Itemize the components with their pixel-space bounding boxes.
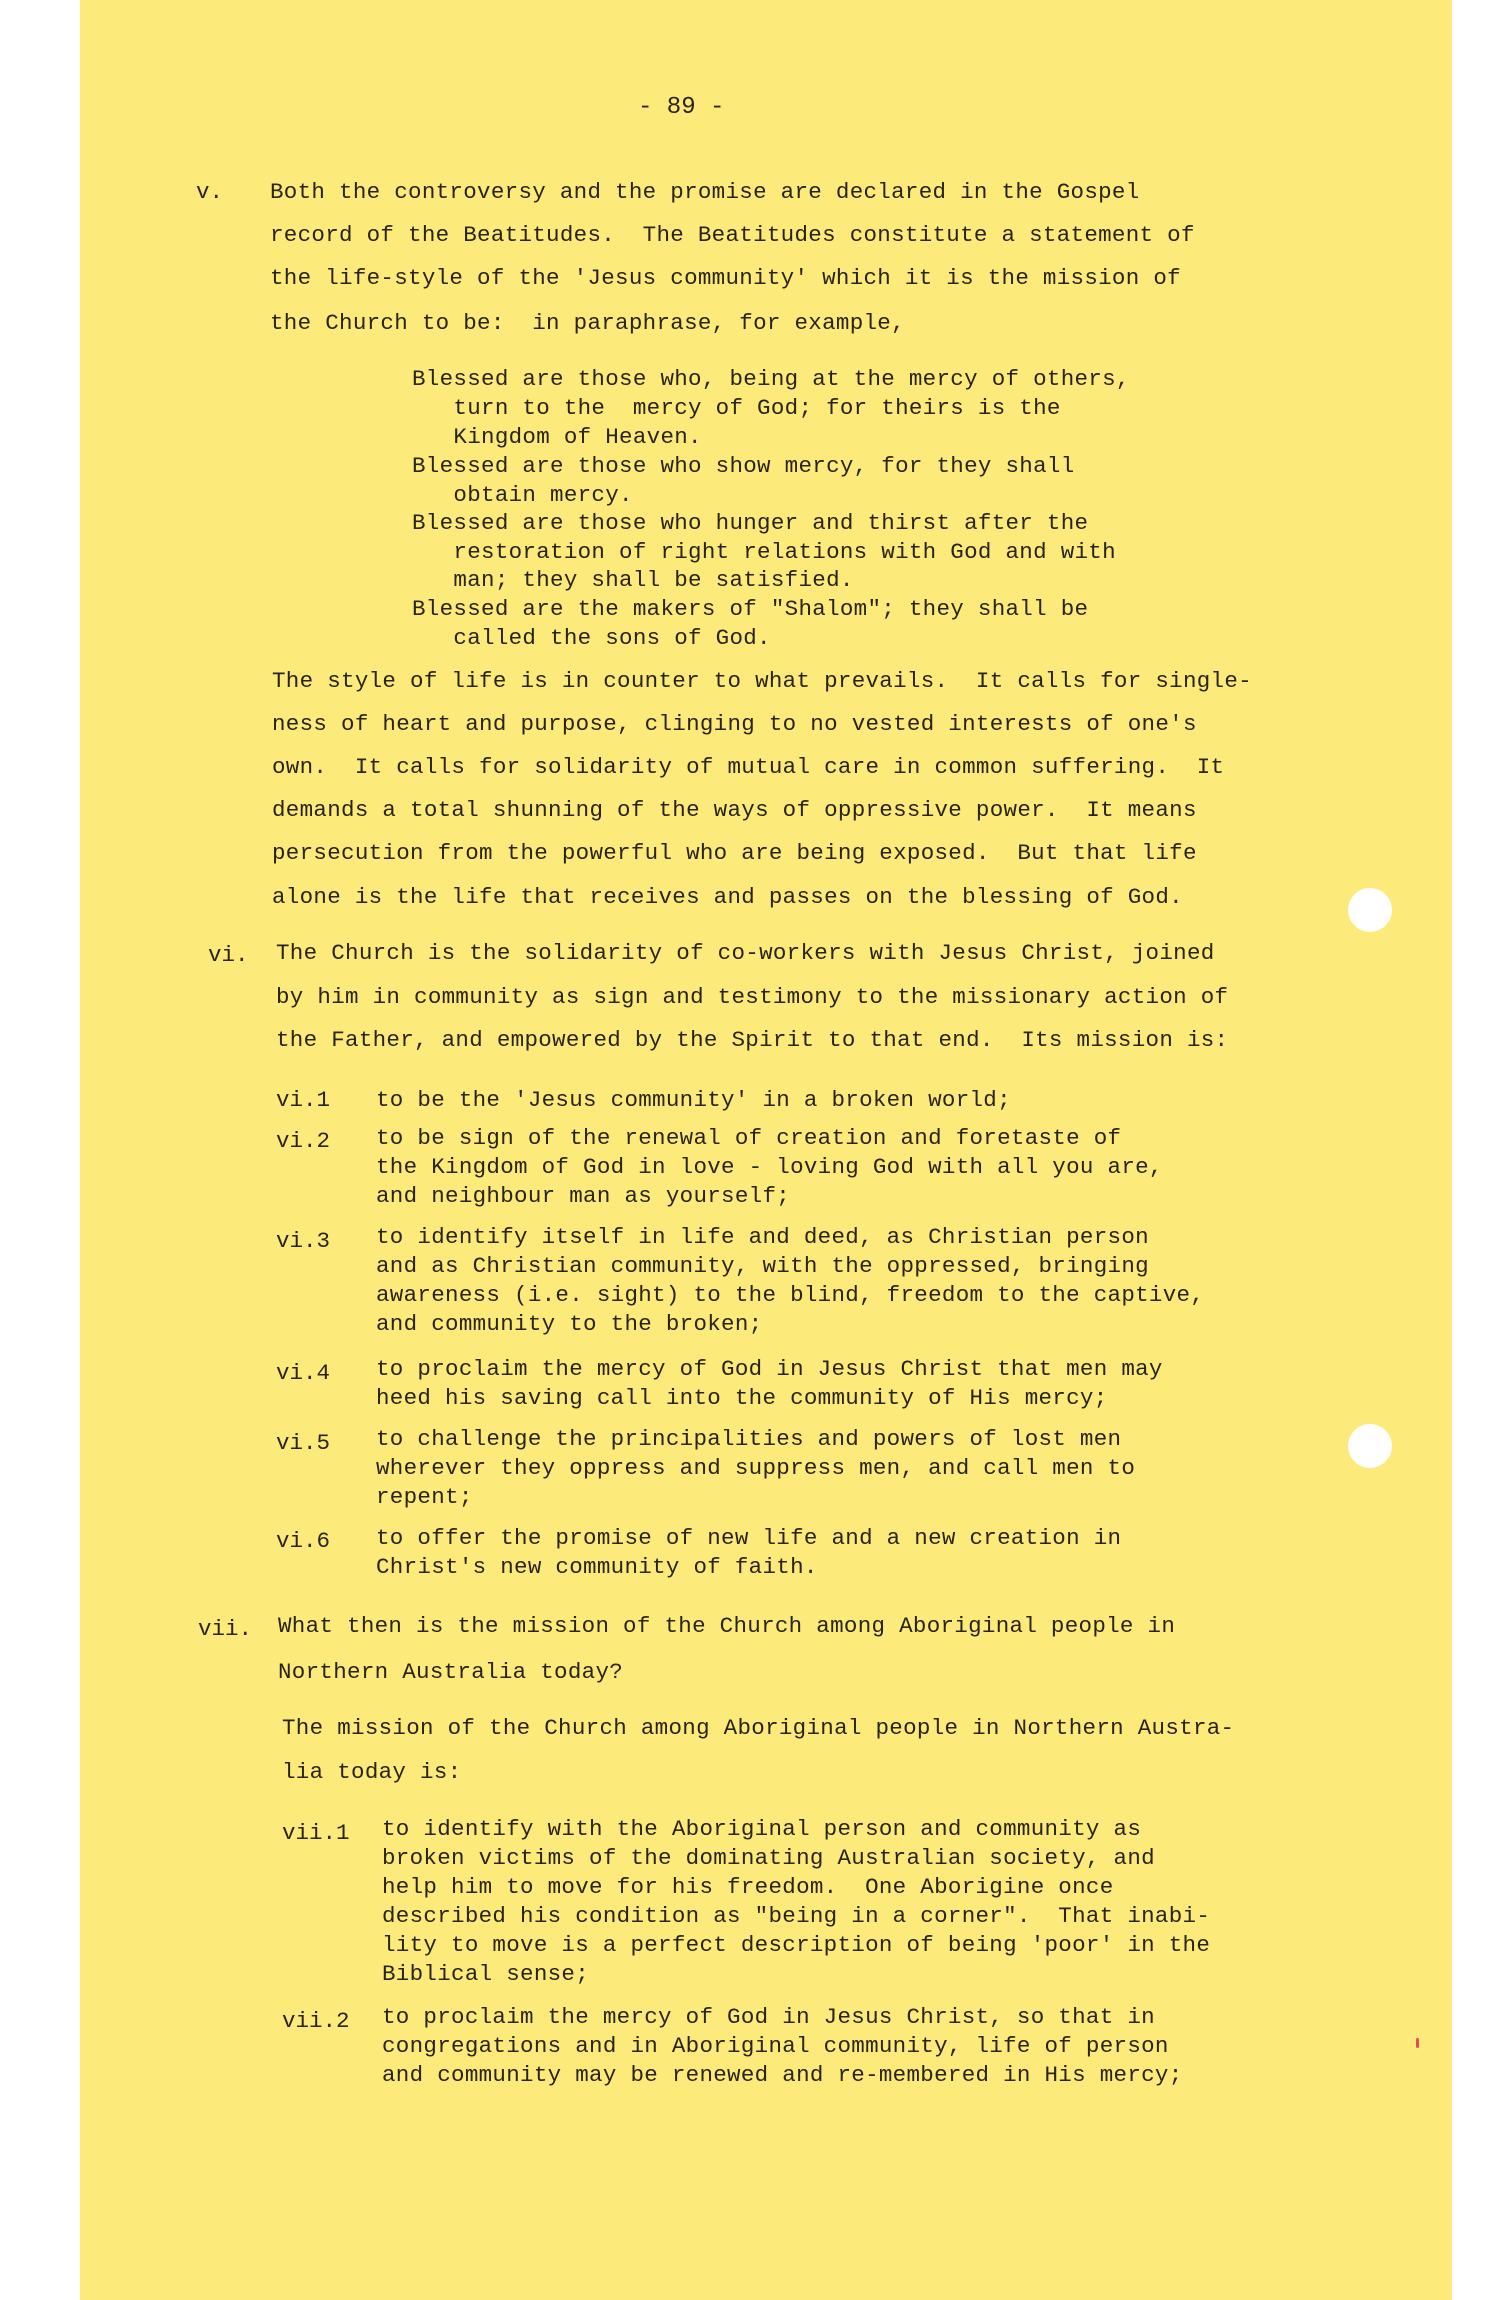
section-vii-intro-line: lia today is: [282,1759,462,1785]
page-number: - 89 - [638,94,725,121]
section-v-closing-line: The style of life is in counter to what prevails. It calls for single- [272,668,1252,694]
beatitude-line: obtain mercy. [412,482,633,508]
item-line: and as Christian community, with the oppressed, bringing [376,1253,1149,1279]
beatitude-line: turn to the mercy of God; for theirs is the [412,395,1061,421]
section-v-closing-line: demands a total shunning of the ways of oppressive power. It means [272,797,1197,823]
page-margin [1452,0,1486,2300]
item-line: to proclaim the mercy of God in Jesus Christ, so that in [382,2004,1155,2030]
item-line: to identify with the Aboriginal person and community as [382,1816,1142,1842]
item-line: the Kingdom of God in love - loving God with all you are, [376,1154,1163,1180]
punch-hole-upper [1348,888,1392,932]
item-line: to proclaim the mercy of God in Jesus Christ that men may [376,1356,1163,1382]
section-vii-intro-line: The mission of the Church among Aboriginal people in Northern Austra- [282,1715,1235,1741]
beatitude-line: Blessed are those who, being at the mercy of others, [412,366,1130,392]
section-v-closing-line: own. It calls for solidarity of mutual care in common suffering. It [272,754,1225,780]
item-number: vi.1 [276,1087,331,1113]
beatitude-line: Kingdom of Heaven. [412,424,702,450]
item-line: to identify itself in life and deed, as Christian person [376,1224,1149,1250]
item-number: vii.1 [282,1820,350,1846]
section-vi-line: the Father, and empowered by the Spirit to that end. Its mission is: [276,1027,1229,1053]
item-number: vi.3 [276,1228,331,1254]
margin-mark [1416,2038,1419,2048]
beatitude-line: Blessed are those who hunger and thirst after the [412,510,1089,536]
beatitude-line: man; they shall be satisfied. [412,567,854,593]
item-line: and community to the broken; [376,1311,763,1337]
item-number: vii.2 [282,2008,350,2034]
section-label-vi: vi. [208,942,249,968]
item-line: to be the 'Jesus community' in a broken world; [376,1087,1011,1113]
item-line: described his condition as "being in a corner". That inabi- [382,1903,1211,1929]
beatitude-line: called the sons of God. [412,625,771,651]
section-v-closing-line: ness of heart and purpose, clinging to no vested interests of one's [272,711,1197,737]
beatitude-line: Blessed are those who show mercy, for they shall [412,453,1075,479]
item-number: vi.4 [276,1360,331,1386]
section-v-closing-line: alone is the life that receives and passes on the blessing of God. [272,884,1183,910]
item-line: and neighbour man as yourself; [376,1183,791,1209]
item-number: vi.5 [276,1430,331,1456]
item-line: Biblical sense; [382,1961,590,1987]
item-line: broken victims of the dominating Australian society, and [382,1845,1155,1871]
item-number: vi.6 [276,1528,331,1554]
section-v-line: the life-style of the 'Jesus community' which it is the mission of [270,265,1181,291]
section-vii-line: Northern Australia today? [278,1659,624,1685]
item-line: to be sign of the renewal of creation and foretaste of [376,1125,1122,1151]
item-line: awareness (i.e. sight) to the blind, freedom to the captive, [376,1282,1205,1308]
item-line: to challenge the principalities and powers of lost men [376,1426,1122,1452]
item-line: wherever they oppress and suppress men, and call men to [376,1455,1136,1481]
item-line: repent; [376,1484,473,1510]
item-line: to offer the promise of new life and a new creation in [376,1525,1122,1551]
section-vii-line: What then is the mission of the Church among Aboriginal people in [278,1613,1176,1639]
item-line: congregations and in Aboriginal community, life of person [382,2033,1169,2059]
section-v-closing-line: persecution from the powerful who are being exposed. But that life [272,840,1197,866]
section-label-vii: vii. [198,1616,253,1642]
punch-hole-lower [1348,1424,1392,1468]
section-vi-line: The Church is the solidarity of co-workers with Jesus Christ, joined [276,940,1215,966]
item-line: and community may be renewed and re-membered in His mercy; [382,2062,1183,2088]
item-line: Christ's new community of faith. [376,1554,818,1580]
beatitude-line: Blessed are the makers of "Shalom"; they shall be [412,596,1089,622]
item-line: help him to move for his freedom. One Aborigine once [382,1874,1114,1900]
section-label-v: v. [196,179,224,205]
beatitude-line: restoration of right relations with God and with [412,539,1116,565]
item-line: lity to move is a perfect description of being 'poor' in the [382,1932,1211,1958]
item-line: heed his saving call into the community of His mercy; [376,1385,1108,1411]
section-v-line: Both the controversy and the promise are declared in the Gospel [270,179,1140,205]
item-number: vi.2 [276,1128,331,1154]
section-v-line: the Church to be: in paraphrase, for example, [270,310,905,336]
section-v-line: record of the Beatitudes. The Beatitudes constitute a statement of [270,222,1195,248]
section-vi-line: by him in community as sign and testimony to the missionary action of [276,984,1229,1010]
